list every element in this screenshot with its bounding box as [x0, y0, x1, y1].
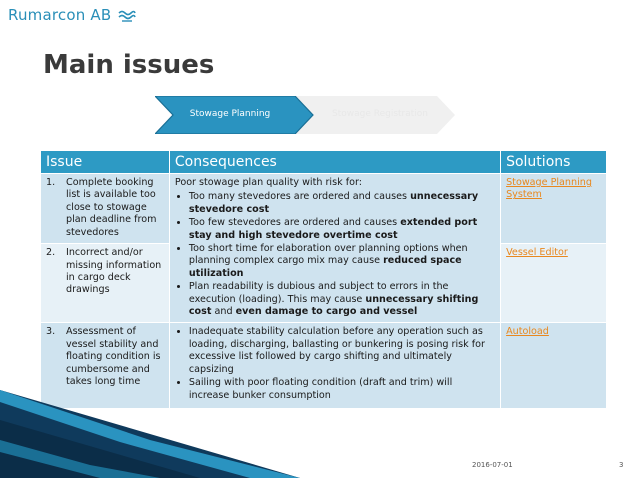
issues-table — [40, 150, 607, 409]
header-consequences: Consequences — [169, 151, 500, 174]
solution-cell — [501, 174, 607, 244]
issue-text: Incorrect and/or missing information in cargo deck drawings — [66, 247, 162, 296]
consequence-item: • Too few stevedores are ordered and causes extended port stay and high stevedore overtime cost — [189, 217, 495, 242]
issue-cell — [41, 244, 170, 323]
decorative-swoosh — [0, 380, 638, 478]
header-issue: Issue — [41, 151, 170, 174]
consequence-item: • Too many stevedores are ordered and causes unnecessary stevedore cost — [189, 191, 495, 216]
solution-link-autoload[interactable]: Autoload — [506, 326, 549, 338]
consequence-item: • Sailing with poor floating condition (draft and trim) will increase bunker consumption — [189, 377, 495, 402]
logo-text: Rumarcon AB — [8, 6, 112, 24]
issue-text: Complete booking list is available too close to stowage plan deadline from stevedores — [66, 177, 157, 238]
step-stowage-registration: Stowage Registration — [331, 109, 428, 119]
solution-link-vessel-editor[interactable]: Vessel Editor — [506, 247, 568, 259]
issue-number: 2. — [46, 247, 56, 259]
issue-text: Assessment of vessel stability and floating condition is cumbersome and takes long time — [66, 326, 161, 388]
consequences-cell — [169, 174, 500, 323]
consequence-item: • Too short time for elaboration over planning options when planning complex cargo mix may cause reduced space utilization — [189, 243, 495, 280]
process-steps — [155, 96, 455, 134]
solution-cell — [501, 244, 607, 323]
company-logo — [8, 6, 136, 24]
wave-logo-icon — [118, 10, 136, 22]
table-header-row — [41, 151, 607, 174]
slide-title: Main issues — [43, 50, 215, 80]
header-solutions: Solutions — [501, 151, 607, 174]
consequences-intro: Poor stowage plan quality with risk for: — [174, 177, 362, 188]
issue-number: 3. — [46, 326, 56, 338]
consequence-item: • Inadequate stability calculation before any operation such as loading, discharging, ballasting or bunkering is posing risk for excessive list followed by cargo shifting and ultimately capsizing — [189, 326, 495, 376]
footer-date: 2016-07-01 — [472, 461, 513, 469]
issue-cell — [41, 174, 170, 244]
page-number: 3 — [619, 461, 624, 469]
consequence-item: • Plan readability is dubious and subject to errors in the execution (loading). This may cause unnecessary shifting cost and even damage to cargo and vessel — [189, 281, 495, 318]
step-stowage-planning: Stowage Planning — [189, 109, 271, 119]
solution-link-stowage-planning-system[interactable]: Stowage Planning System — [506, 177, 592, 201]
table-row — [41, 174, 607, 244]
issue-number: 1. — [46, 177, 56, 188]
